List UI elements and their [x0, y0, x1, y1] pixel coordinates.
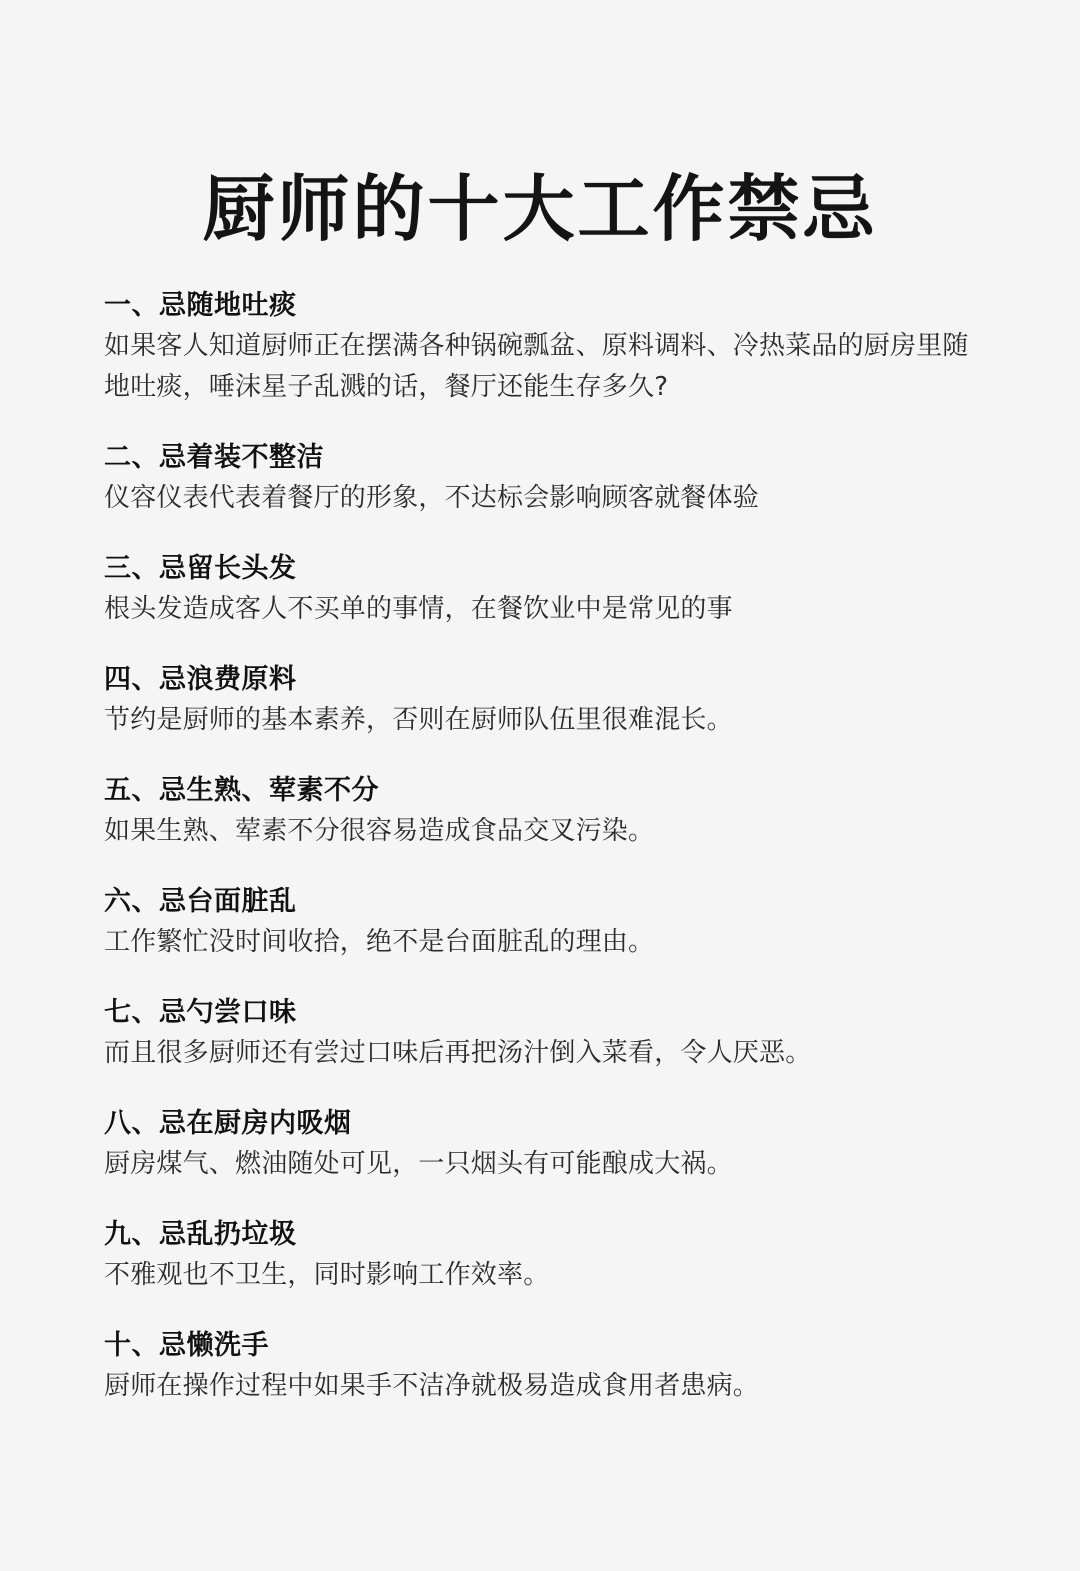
- rule-body: 节约是厨师的基本素养，否则在厨师队伍里很难混长。: [104, 705, 733, 735]
- rule-body: 工作繁忙没时间收拾，绝不是台面脏乱的理由。: [104, 927, 655, 957]
- rule-body: 如果生熟、荤素不分很容易造成食品交叉污染。: [104, 816, 655, 846]
- rule-item: [104, 660, 984, 741]
- rule-heading: 一、忌随地吐痰: [104, 290, 297, 321]
- page-title: 厨师的十大工作禁忌: [202, 167, 878, 252]
- rule-item: [104, 993, 984, 1074]
- rule-body: 而且很多厨师还有尝过口味后再把汤汁倒入菜看，令人厌恶。: [104, 1038, 812, 1068]
- rule-heading: 二、忌着装不整洁: [104, 442, 324, 473]
- rule-heading: 七、忌勺尝口味: [104, 997, 297, 1028]
- rule-body: 仪容仪表代表着餐厅的形象，不达标会影响顾客就餐体验: [104, 483, 760, 513]
- rules-list: [104, 286, 984, 1437]
- rule-item: [104, 882, 984, 963]
- rule-item: [104, 1326, 984, 1407]
- rule-heading: 十、忌懒洗手: [104, 1330, 269, 1361]
- rule-body: 厨房煤气、燃油随处可见，一只烟头有可能酿成大祸。: [104, 1149, 733, 1179]
- rule-item: [104, 1104, 984, 1185]
- rule-body: 不雅观也不卫生，同时影响工作效率。: [104, 1260, 550, 1290]
- rule-item: [104, 549, 984, 630]
- rule-item: [104, 771, 984, 852]
- rule-body: 厨师在操作过程中如果手不洁净就极易造成食用者患病。: [104, 1371, 760, 1401]
- rule-body: 根头发造成客人不买单的事情，在餐饮业中是常见的事: [104, 594, 733, 624]
- rule-heading: 六、忌台面脏乱: [104, 886, 297, 917]
- rule-body: 如果客人知道厨师正在摆满各种锅碗瓢盆、原料调料、冷热菜品的厨房里随地吐痰，唾沫星子乱溅的话，餐厅还能生存多久?: [104, 331, 969, 402]
- rule-heading: 三、忌留长头发: [104, 553, 297, 584]
- rule-heading: 四、忌浪费原料: [104, 664, 297, 695]
- rule-item: [104, 438, 984, 519]
- rule-heading: 五、忌生熟、荤素不分: [104, 775, 379, 806]
- rule-heading: 八、忌在厨房内吸烟: [104, 1108, 352, 1139]
- rule-heading: 九、忌乱扔垃圾: [104, 1219, 297, 1250]
- rule-item: [104, 1215, 984, 1296]
- rule-item: [104, 286, 984, 408]
